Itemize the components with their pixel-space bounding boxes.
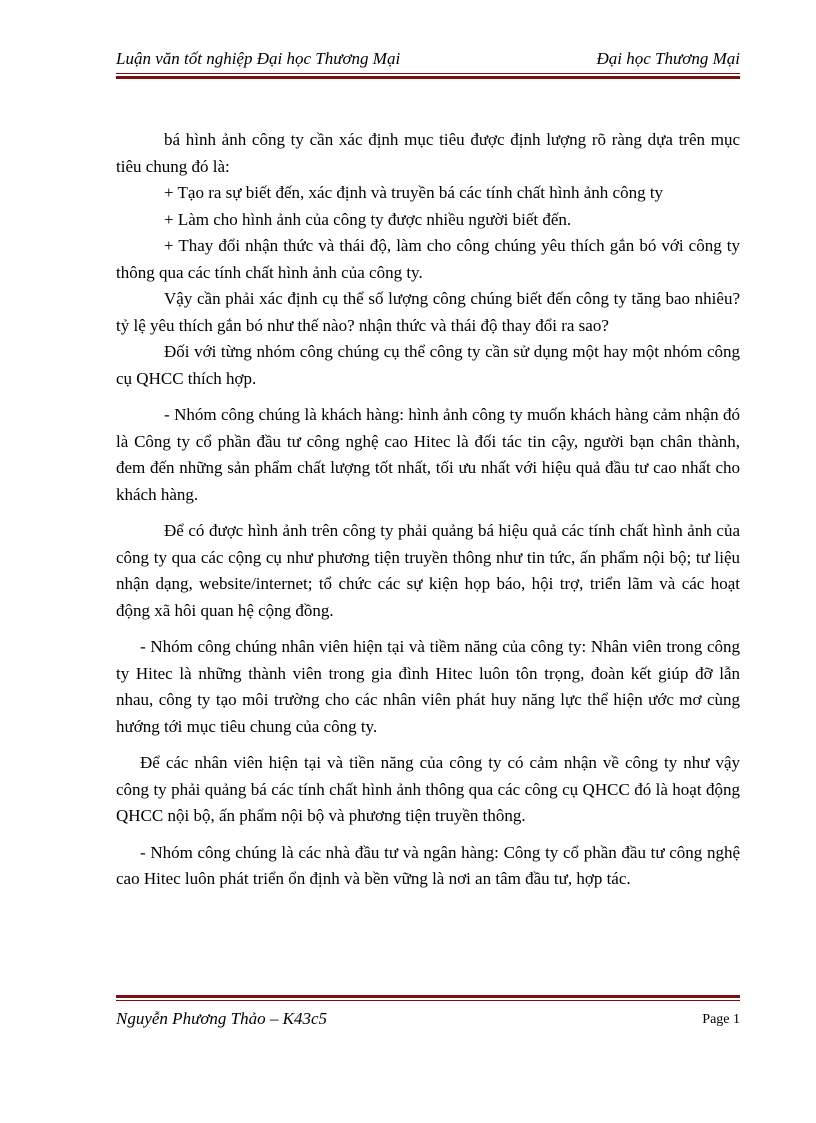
paragraph: - Nhóm công chúng nhân viên hiện tại và tiềm năng của công ty: Nhân viên trong công ty Hitec là những thành viên trong gia đình Hitec luôn tôn trọng, đoàn kết giúp đỡ lẫn nhau, công ty tạo môi trường cho các nhân viên phát huy năng lực thể hiện ước mơ cùng hướng tới mục tiêu chung của công ty. bbox=[116, 637, 740, 736]
list-item: + Tạo ra sự biết đến, xác định và truyền bá các tính chất hình ảnh công ty bbox=[164, 183, 664, 202]
page-header bbox=[116, 48, 740, 76]
footer-divider bbox=[116, 995, 740, 1001]
paragraph: - Nhóm công chúng là các nhà đầu tư và ngân hàng: Công ty cổ phần đầu tư công nghệ cao Hitec luôn phát triển ổn định và bền vững là nơi an tâm đầu tư, hợp tác. bbox=[116, 842, 740, 888]
paragraph: Để các nhân viên hiện tại và tiền năng của công ty có cảm nhận về công ty như vậy công ty phải quảng bá các tính chất hình ảnh thông qua các công cụ QHCC đó là hoạt động QHCC nội bộ, ấn phẩm nội bộ và phương tiện truyền thông. bbox=[116, 753, 740, 825]
footer-author: Nguyễn Phương Thảo – K43c5 bbox=[116, 1009, 327, 1028]
header-divider bbox=[116, 73, 740, 79]
page-footer bbox=[116, 1008, 740, 1032]
paragraph: Đối với từng nhóm công chúng cụ thể công ty cần sử dụng một hay một nhóm công cụ QHCC thích hợp. bbox=[116, 342, 740, 388]
document-body bbox=[116, 127, 740, 893]
list-item: + Làm cho hình ảnh của công ty được nhiều người biết đến. bbox=[164, 209, 572, 229]
page-number: Page 1 bbox=[702, 1012, 740, 1027]
list-item: + Thay đổi nhận thức và thái độ, làm cho công chúng yêu thích gắn bó với công ty thông qua các tính chất hình ảnh của công ty. bbox=[116, 236, 740, 282]
paragraph: Để có được hình ảnh trên công ty phải quảng bá hiệu quả các tính chất hình ảnh của công ty qua các cộng cụ như phương tiện truyền thông như tin tức, ấn phẩm nội bộ; tư liệu nhận dạng, website/internet; tổ chức các sự kiện họp báo, hội trợ, triển lãm và các hoạt động xã hôi quan hệ cộng đồng. bbox=[116, 521, 740, 620]
paragraph: bá hình ảnh công ty cần xác định mục tiêu được định lượng rõ ràng dựa trên mục tiêu chung đó là: bbox=[116, 130, 740, 176]
paragraph: - Nhóm công chúng là khách hàng: hình ảnh công ty muốn khách hàng cảm nhận đó là Công ty cổ phần đầu tư công nghệ cao Hitec là đối tác tin cậy, người bạn chân thành, đem đến những sản phẩm chất lượng tốt nhất, tối ưu nhất với hiệu quả đầu tư cao nhất cho khách hàng. bbox=[116, 405, 740, 504]
paragraph: Vậy cần phải xác định cụ thể số lượng công chúng biết đến công ty tăng bao nhiêu? tỷ lệ yêu thích gắn bó như thế nào? nhận thức và thái độ thay đổi ra sao? bbox=[116, 289, 740, 335]
header-thesis-title: Luận văn tốt nghiệp Đại học Thương Mại bbox=[116, 49, 401, 68]
header-university: Đại học Thương Mại bbox=[596, 49, 740, 68]
